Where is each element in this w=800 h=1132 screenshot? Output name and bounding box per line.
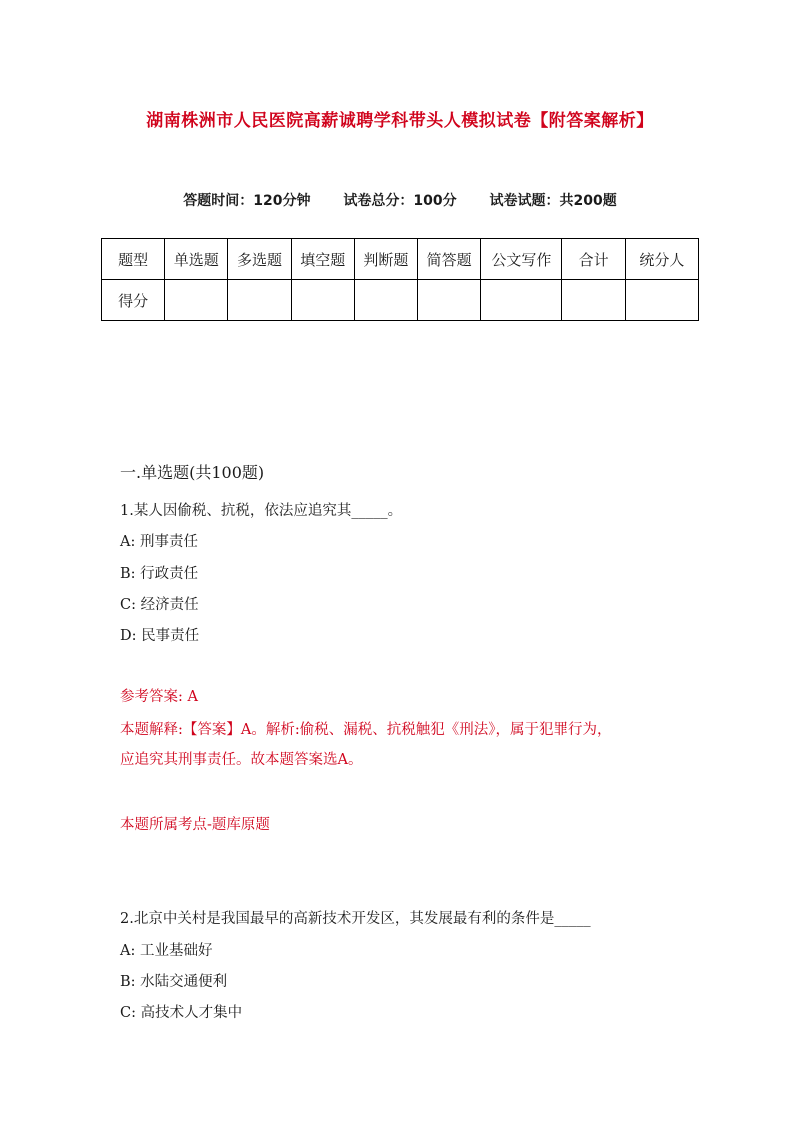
score-header-cell: 公文写作 xyxy=(481,239,562,280)
answer-explanation-line: 本题解释:【答案】A。解析:偷税、漏税、抗税触犯《刑法》，属于犯罪行为， xyxy=(120,722,612,738)
exam-meta xyxy=(0,190,800,210)
exam-question-count: 试卷试题：共200题 xyxy=(489,193,617,209)
question-source: 本题所属考点-题库原题 xyxy=(120,817,270,833)
score-cell xyxy=(354,280,417,321)
score-table-header-row xyxy=(102,239,699,280)
score-cell xyxy=(625,280,698,321)
score-header-cell: 题型 xyxy=(102,239,165,280)
score-table xyxy=(101,238,699,321)
reference-answer: 参考答案: A xyxy=(120,689,198,705)
question-stem: 2.北京中关村是我国最早的高新技术开发区，其发展最有利的条件是_____ xyxy=(120,911,591,927)
question-option: A: 工业基础好 xyxy=(120,943,213,959)
question-option: B: 水陆交通便利 xyxy=(120,974,228,990)
score-cell xyxy=(228,280,291,321)
question-stem: 1.某人因偷税、抗税，依法应追究其_____。 xyxy=(120,503,403,519)
score-header-cell: 合计 xyxy=(562,239,625,280)
score-header-cell: 单选题 xyxy=(165,239,228,280)
score-cell xyxy=(481,280,562,321)
exam-title: 湖南株洲市人民医院高薪诚聘学科带头人模拟试卷【附答案解析】 xyxy=(146,111,654,131)
score-cell xyxy=(291,280,354,321)
score-cell xyxy=(418,280,481,321)
question-option: A: 刑事责任 xyxy=(120,534,198,550)
score-header-cell: 统分人 xyxy=(625,239,698,280)
score-header-cell: 判断题 xyxy=(354,239,417,280)
exam-total-score: 试卷总分：100分 xyxy=(343,193,457,209)
exam-time: 答题时间：120分钟 xyxy=(183,193,311,209)
score-cell xyxy=(562,280,625,321)
score-header-cell: 多选题 xyxy=(228,239,291,280)
score-row-label: 得分 xyxy=(102,280,165,321)
answer-explanation-line: 应追究其刑事责任。故本题答案选A。 xyxy=(120,752,363,768)
section-title: 一.单选题(共100题) xyxy=(120,463,265,482)
question-option: C: 高技术人才集中 xyxy=(120,1005,243,1021)
score-header-cell: 简答题 xyxy=(418,239,481,280)
question-option: B: 行政责任 xyxy=(120,566,199,582)
question-option: D: 民事责任 xyxy=(120,628,200,644)
score-header-cell: 填空题 xyxy=(291,239,354,280)
score-cell xyxy=(165,280,228,321)
score-table-score-row xyxy=(102,280,699,321)
question-option: C: 经济责任 xyxy=(120,597,199,613)
